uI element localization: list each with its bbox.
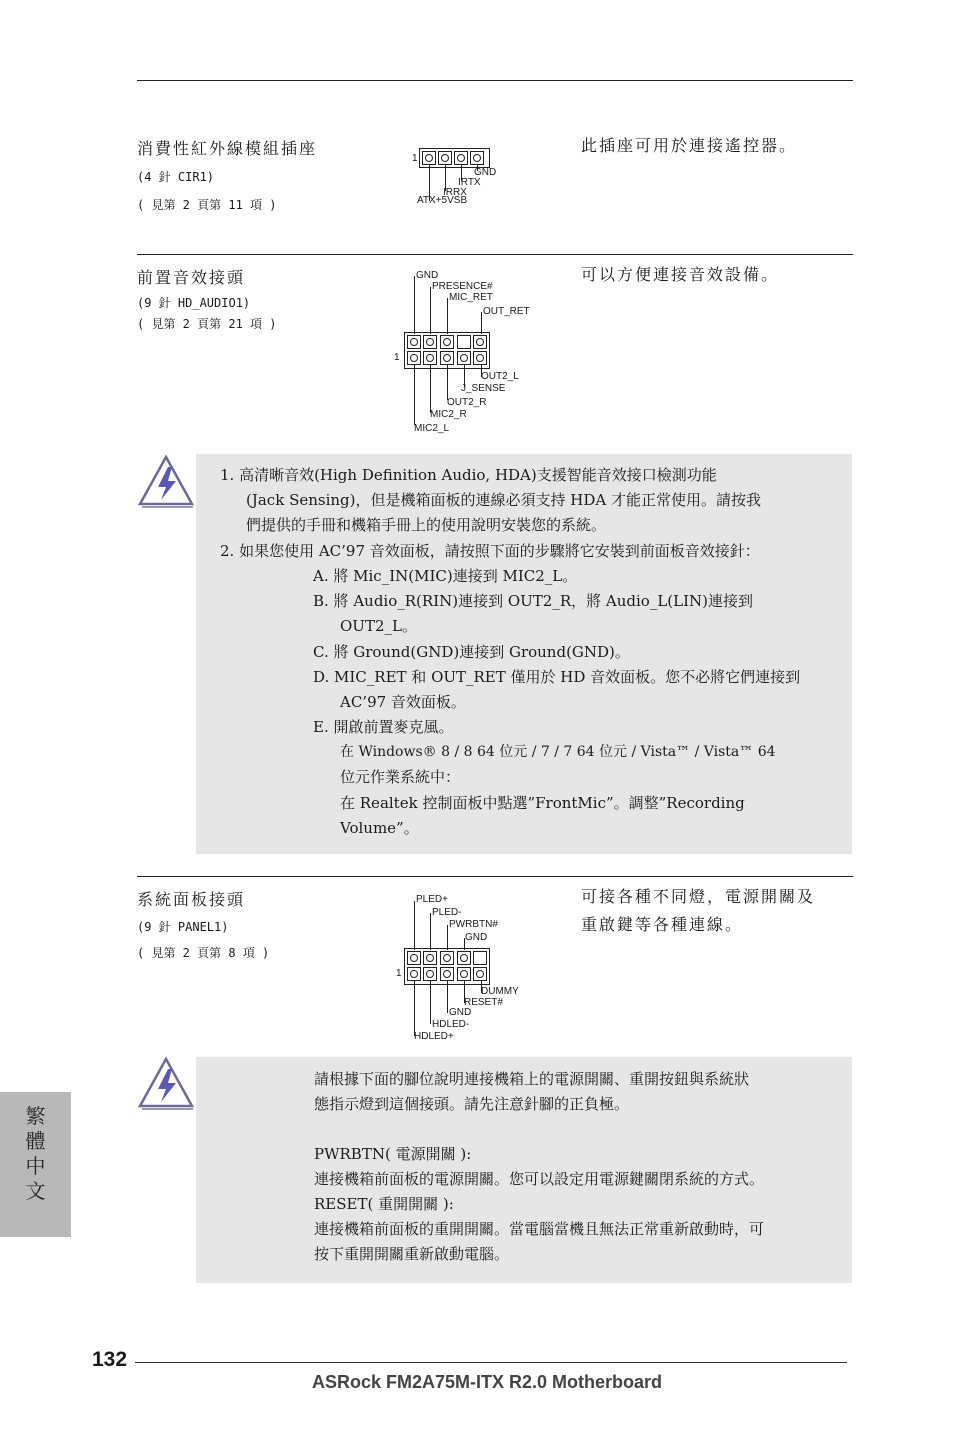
note-line: B. 將 Audio_R(RIN)連接到 OUT2_R，將 Audio_L(LIN)連接到: [313, 592, 754, 610]
audio-title: 前置音效接頭: [137, 268, 246, 287]
audio-label-out2-l: OUT2_L: [481, 371, 519, 382]
audio-label-presence: PRESENCE#: [432, 281, 493, 292]
warning-icon: [137, 454, 195, 509]
note-line: PWRBTN( 電源開關 ):: [314, 1145, 472, 1163]
panel-label-dummy: DUMMY: [481, 986, 519, 997]
audio-label-j-sense: J_SENSE: [461, 383, 506, 394]
audio-label-out2-r: OUT2_R: [447, 397, 487, 408]
panel-description-2: 重啟鍵等各種連線。: [581, 915, 744, 934]
warning-icon: [137, 1056, 195, 1111]
audio-ref: ( 見第 2 頁第 21 項 ): [137, 317, 277, 331]
note-line: 連接機箱前面板的電源開關。您可以設定用電源鍵關閉系統的方式。: [314, 1170, 765, 1188]
cir-label-gnd: GND: [474, 167, 497, 178]
note-line: 態指示燈到這個接頭。請先注意針腳的正負極。: [314, 1095, 630, 1113]
cir-label-irrx: IRRX: [443, 187, 467, 198]
audio-label-mic2-r: MIC2_R: [430, 409, 467, 420]
side-tab-char: 中: [25, 1154, 46, 1178]
cir-description: 此插座可用於連接遙控器。: [581, 136, 798, 155]
side-tab-char: 繁: [25, 1104, 46, 1128]
note-line: 位元作業系統中：: [340, 768, 461, 786]
panel-label-hdled-plus: HDLED+: [414, 1031, 454, 1042]
audio-pins: (9 針 HD_AUDIO1): [137, 296, 251, 310]
side-tab-char: 文: [25, 1179, 46, 1203]
panel-label-pled-minus: PLED-: [432, 907, 462, 918]
audio-label-gnd: GND: [416, 270, 439, 281]
cir-pin: [470, 151, 484, 165]
cir-pin: [438, 151, 452, 165]
panel-title: 系統面板接頭: [137, 890, 246, 909]
note-line: 按下重開開關重新啟動電腦。: [314, 1245, 510, 1263]
panel-label-hdled-minus: HDLED-: [432, 1019, 470, 1030]
panel-pin-one-marker: 1: [396, 968, 402, 979]
cir-label-irtx: IRTX: [458, 177, 481, 188]
note-line: RESET( 重開開關 ):: [314, 1195, 454, 1213]
note-line: C. 將 Ground(GND)連接到 Ground(GND)。: [313, 643, 630, 661]
audio-header-diagram: [392, 268, 542, 438]
audio-label-mic2-l: MIC2_L: [414, 423, 450, 434]
note-line: 們提供的手冊和機箱手冊上的使用說明安裝您的系統。: [246, 516, 607, 534]
panel-label-gnd-bottom: GND: [449, 1007, 472, 1018]
cir-pin: [454, 151, 468, 165]
note-line: 1. 高清晰音效(High Definition Audio, HDA)支援智能音效接口檢測功能: [220, 466, 717, 484]
cir-title: 消費性紅外線模組插座: [137, 139, 318, 158]
section-rule: [137, 254, 853, 255]
note-line: AC’97 音效面板。: [340, 693, 466, 711]
panel-description-1: 可接各種不同燈，電源開關及: [581, 887, 816, 906]
cir-pins: (4 針 CIR1): [137, 170, 215, 184]
note-line: 2. 如果您使用 AC’97 音效面板，請按照下面的步驟將它安裝到前面板音效接針：: [220, 542, 760, 560]
cir-header-diagram: [410, 145, 520, 210]
top-rule: [137, 80, 853, 81]
panel-pins: (9 針 PANEL1): [137, 920, 229, 934]
panel-label-pled-plus: PLED+: [416, 894, 448, 905]
cir-pin: [422, 151, 436, 165]
note-line: E. 開啟前置麥克風。: [313, 718, 454, 736]
panel-label-pwrbtn: PWRBTN#: [449, 919, 498, 930]
audio-label-mic-ret: MIC_RET: [449, 292, 493, 303]
note-line: (Jack Sensing)，但是機箱面板的連線必須支持 HDA 才能正常使用。請按我: [246, 491, 761, 509]
note-line: 在 Windows® 8 / 8 64 位元 / 7 / 7 64 位元 / Vista™ / Vista™ 64: [340, 744, 776, 760]
footer-model: ASRock FM2A75M-ITX R2.0 Motherboard: [312, 1372, 663, 1392]
note-line: 在 Realtek 控制面板中點選”FrontMic”。調整”Recording: [340, 794, 745, 812]
panel-header-diagram: [392, 892, 542, 1047]
note-line: Volume”。: [340, 819, 419, 837]
note-line: OUT2_L。: [340, 617, 417, 635]
panel-label-reset: RESET#: [464, 997, 503, 1008]
audio-description: 可以方便連接音效設備。: [581, 265, 780, 284]
cir-pin-one-marker: 1: [412, 153, 418, 164]
panel-label-gnd-top: GND: [465, 932, 488, 943]
cir-ref: ( 見第 2 頁第 11 項 ): [137, 198, 277, 212]
audio-pin-one-marker: 1: [394, 352, 400, 363]
side-tab-char: 體: [25, 1129, 46, 1153]
language-side-tab: [0, 1092, 71, 1237]
note-line: D. MIC_RET 和 OUT_RET 僅用於 HD 音效面板。您不必將它們連接到: [313, 668, 801, 686]
page-number: 132: [92, 1348, 128, 1371]
panel-ref: ( 見第 2 頁第 8 項 ): [137, 946, 270, 960]
section-rule: [137, 876, 853, 877]
audio-note-box: [196, 454, 852, 854]
note-line: 請根據下面的腳位說明連接機箱上的電源開關、重開按鈕與系統狀: [314, 1070, 750, 1088]
audio-label-out-ret: OUT_RET: [483, 306, 530, 317]
cir-label-atx5vsb: ATX+5VSB: [417, 195, 468, 206]
footer-rule: [135, 1362, 847, 1363]
note-line: 連接機箱前面板的重開開關。當電腦當機且無法正常重新啟動時，可: [314, 1220, 765, 1238]
note-line: A. 將 Mic_IN(MIC)連接到 MIC2_L。: [313, 567, 578, 585]
panel-note-box: [196, 1057, 852, 1283]
